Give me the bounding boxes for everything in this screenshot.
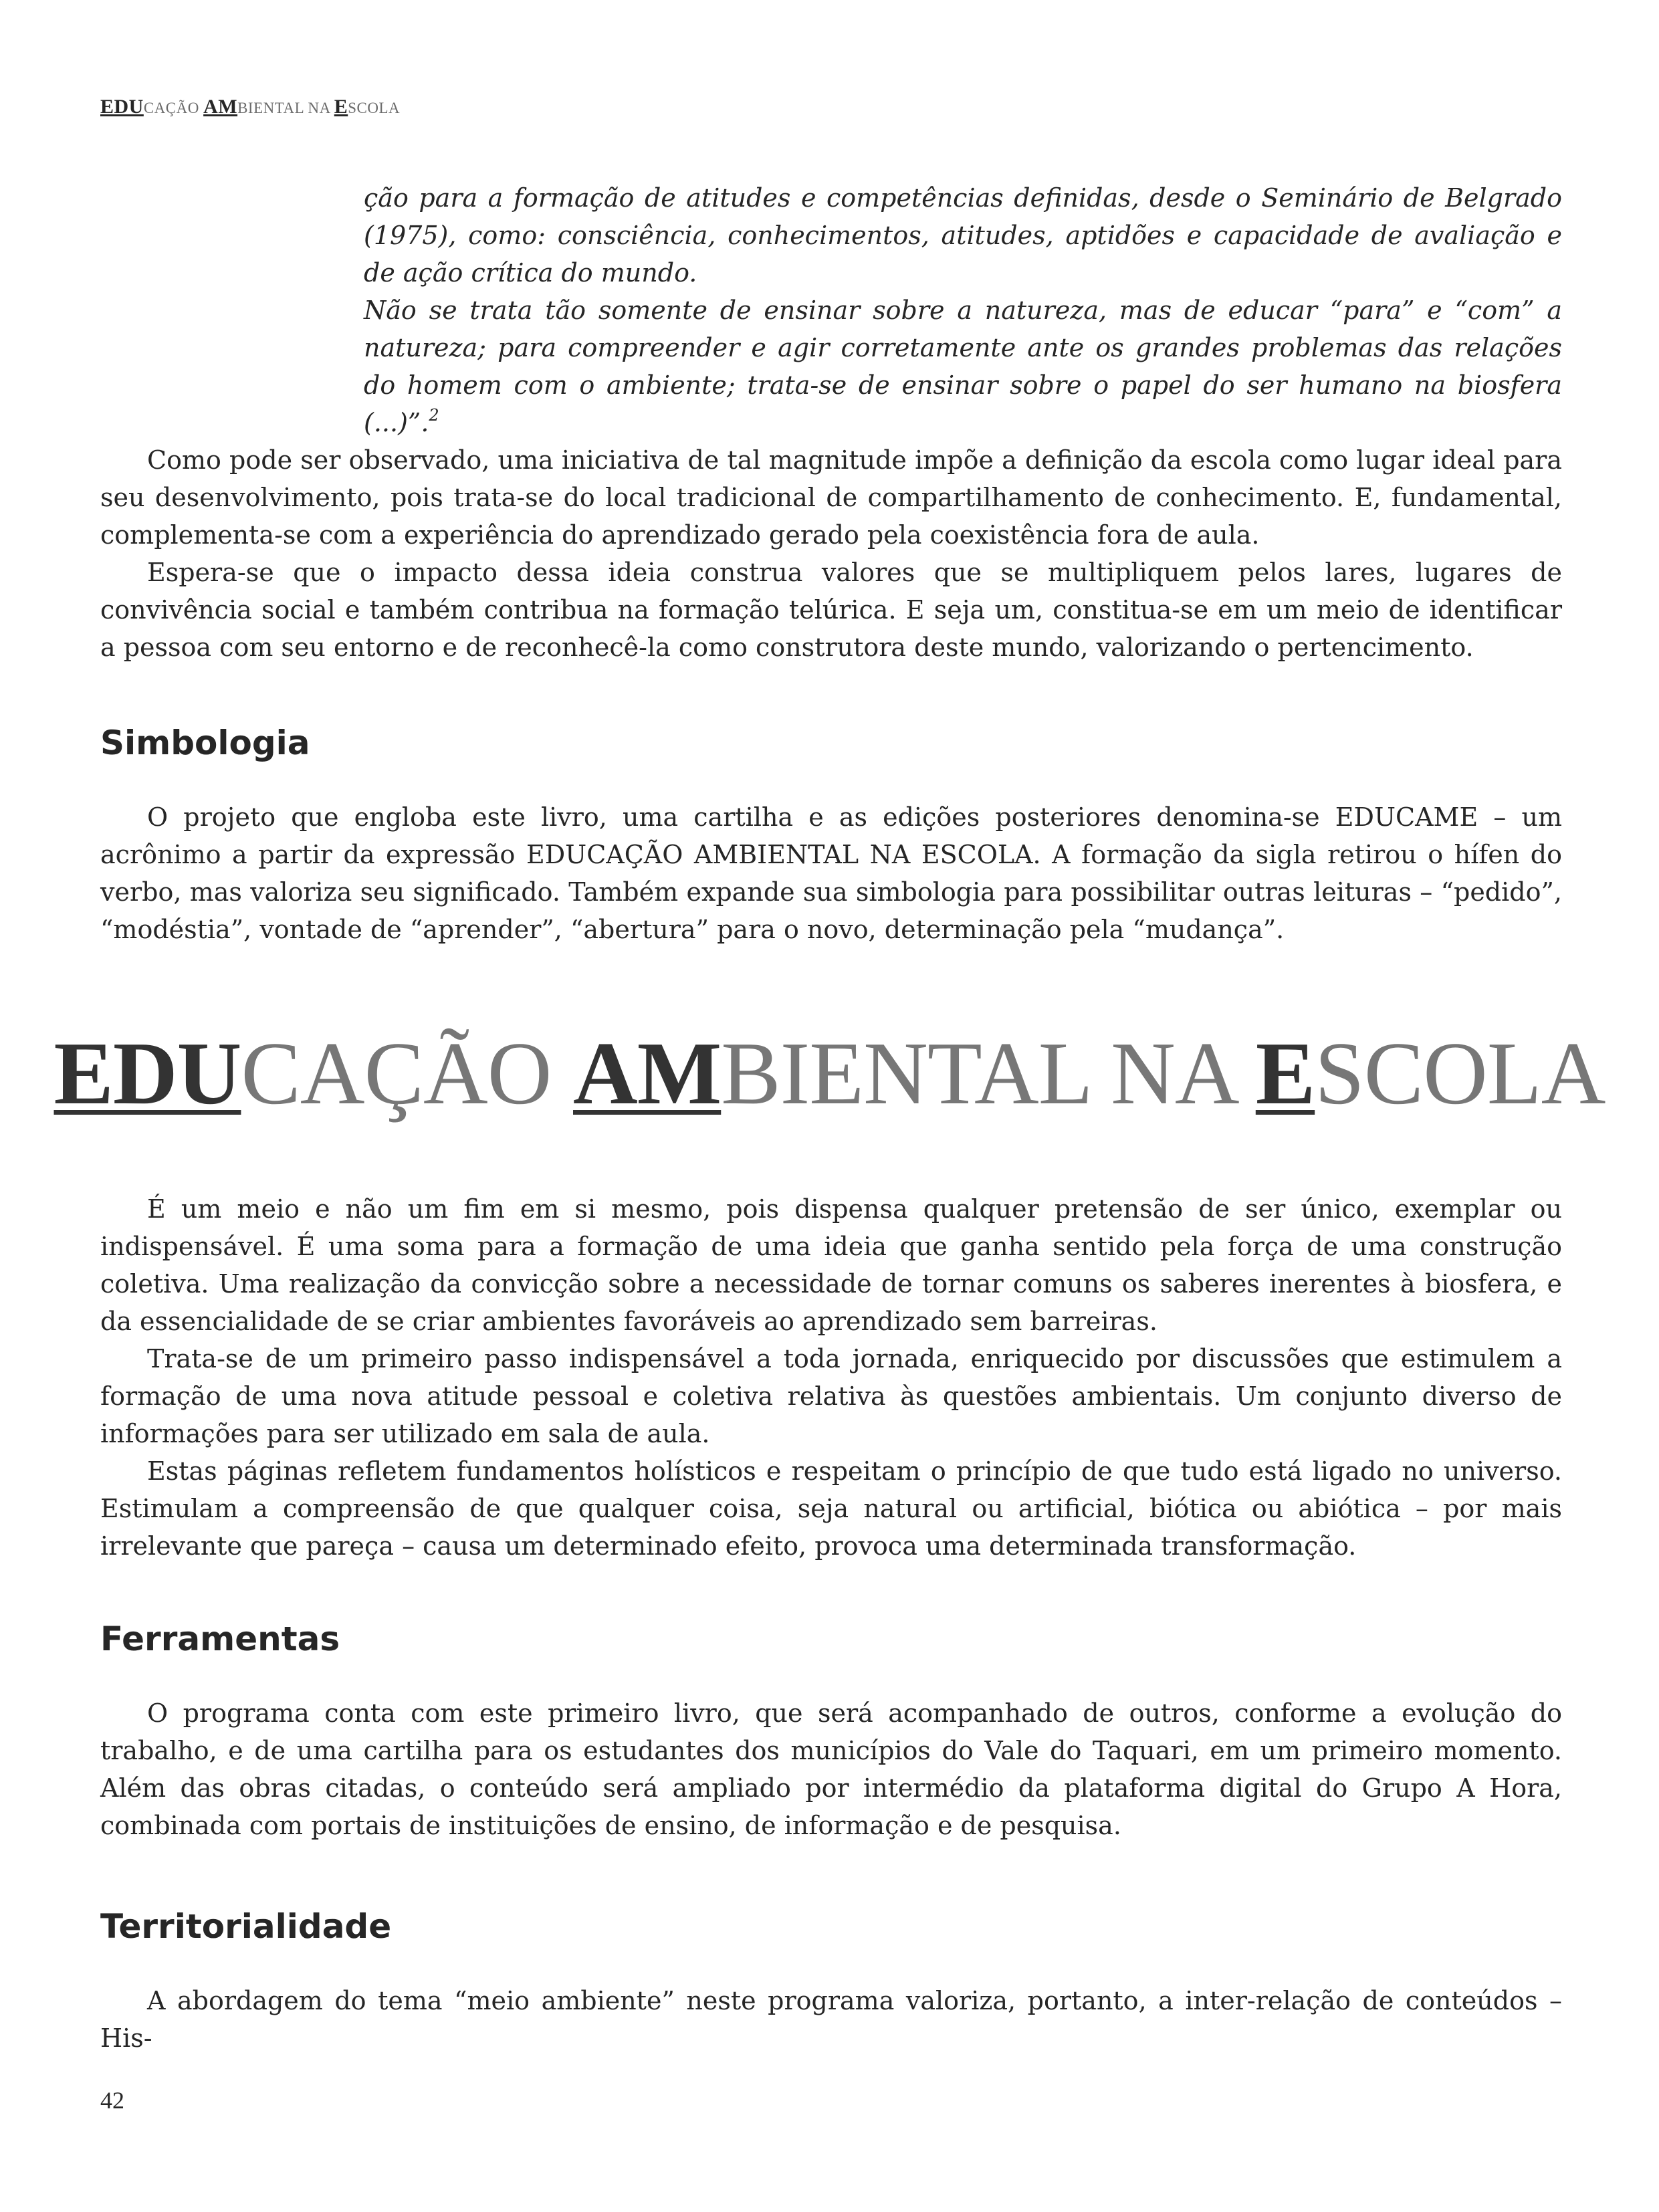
header-small-na: NA: [304, 100, 334, 116]
acronym-light-biental: BIENTAL NA: [721, 1024, 1256, 1123]
footnote-marker: 2: [429, 406, 439, 425]
meio-section: [100, 1190, 1562, 1565]
block-quote: [364, 179, 1562, 441]
header-small-scola: SCOLA: [348, 100, 401, 116]
acronym-light-cacao: CAÇÃO: [241, 1024, 573, 1123]
meio-paragraph-3: Estas páginas refletem fundamentos holísticos e respeitam o princípio de que tudo está ligado no universo. Estimulam a compreensão de que qualquer coisa, seja natural ou artificial, biótica ou abiótica – por mais irrelevante que pareça – causa um determinado efeito, provoca uma determinada transformação.: [100, 1456, 1562, 1561]
header-small-cacao: CAÇÃO: [143, 100, 199, 116]
running-header: [100, 96, 400, 118]
acronym-bold-am: AM: [573, 1024, 722, 1123]
quote-paragraph-1: ção para a formação de atitudes e competências definidas, desde o Seminário de Belgrado (1975), como: consciência, conhecimentos, atitudes, aptidões e capacidade de avaliação e de ação crítica do mundo.: [364, 183, 1562, 288]
acronym-light-scola: SCOLA: [1315, 1024, 1606, 1123]
territorialidade-section: [100, 1982, 1562, 2057]
territorialidade-paragraph-1: A abordagem do tema “meio ambiente” neste programa valoriza, portanto, a inter-relação de conteúdos – His-: [100, 1986, 1562, 2053]
quote-paragraph-2-text: Não se trata tão somente de ensinar sobre a natureza, mas de educar “para” e “com” a natureza; para compreender e agir corretamente ante os grandes problemas das relações do homem com o ambiente; trata-se de ensinar sobre o papel do ser humano na biosfera (...)”.: [364, 296, 1562, 437]
meio-paragraph-2: Trata-se de um primeiro passo indispensável a toda jornada, enriquecido por discussões que estimulem a formação de uma nova atitude pessoal e coletiva relativa às questões ambientais. Um conjunto diverso de informações para ser utilizado em sala de aula.: [100, 1344, 1562, 1448]
acronym-bold-edu: EDU: [53, 1024, 241, 1123]
intro-paragraph-2: Espera-se que o impacto dessa ideia construa valores que se multipliquem pelos lares, lugares de convivência social e também contribua na formação telúrica. E seja um, constitua-se em um meio de identificar a pessoa com seu entorno e de reconhecê-la como construtora deste mundo, valorizando o pertencimento.: [100, 558, 1562, 662]
meio-paragraph-1: É um meio e não um fim em si mesmo, pois dispensa qualquer pretensão de ser único, exemplar ou indispensável. É uma soma para a formação de uma ideia que ganha sentido pela força de uma construção coletiva. Uma realização da convicção sobre a necessidade de tornar comuns os saberes inerentes à biosfera, e da essencialidade de se criar ambientes favoráveis ao aprendizado sem barreiras.: [100, 1194, 1562, 1336]
acronym-bold-e: E: [1255, 1024, 1315, 1123]
header-bold-e: E: [334, 96, 348, 118]
header-bold-am: AM: [203, 96, 238, 118]
header-small-biental: BIENTAL: [237, 100, 304, 116]
simbologia-paragraph-1: O projeto que engloba este livro, uma cartilha e as edições posteriores denomina-se EDUCAME – um acrônimo a partir da expressão EDUCAÇÃO AMBIENTAL NA ESCOLA. A formação da sigla retirou o hífen do verbo, mas valoriza seu significado. Também expande sua simbologia para possibilitar outras leituras – “pedido”, “modéstia”, vontade de “aprender”, “abertura” para o novo, determinação pela “mudança”.: [100, 802, 1562, 944]
ferramentas-paragraph-1: O programa conta com este primeiro livro, que será acompanhado de outros, conforme a evolução do trabalho, e de uma cartilha para os estudantes dos municípios do Vale do Taquari, em um primeiro momento. Além das obras citadas, o conteúdo será ampliado por intermédio da plataforma digital do Grupo A Hora, combinada com portais de instituições de ensino, de informação e de pesquisa.: [100, 1698, 1562, 1840]
ferramentas-section: [100, 1694, 1562, 1844]
intro-section: [100, 441, 1562, 666]
heading-ferramentas: Ferramentas: [100, 1620, 340, 1658]
heading-territorialidade: Territorialidade: [100, 1907, 392, 1946]
acronym-banner: [0, 1022, 1659, 1125]
intro-paragraph-1: Como pode ser observado, uma iniciativa de tal magnitude impõe a definição da escola como lugar ideal para seu desenvolvimento, pois trata-se do local tradicional de compartilhamento de conhecimento. E, fundamental, complementa-se com a experiência do aprendizado gerado pela coexistência fora de aula.: [100, 445, 1562, 550]
quote-paragraph-2: [364, 292, 1562, 441]
heading-simbologia: Simbologia: [100, 724, 310, 762]
simbologia-section: [100, 798, 1562, 948]
header-bold-edu: EDU: [100, 96, 144, 118]
page-number: 42: [100, 2087, 124, 2114]
